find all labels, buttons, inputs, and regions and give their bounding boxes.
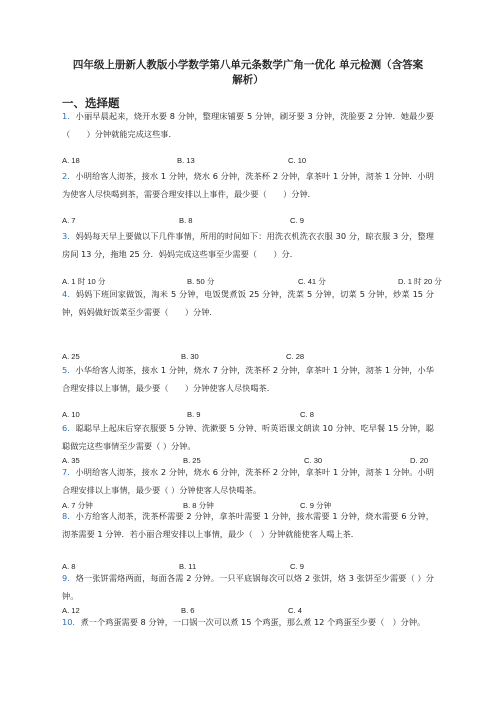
question-text: 小明给客人沏茶，接水 1 分钟，烧水 6 分钟，洗茶杯 2 分钟，拿茶叶 1 分钟，沏茶 1 分钟．小明为使客人尽快喝到茶，需要合理安排以上事件，最少要（ ）分钟． [62,171,434,199]
option-a[interactable]: A. 10 [62,410,80,419]
question-2 [62,168,434,203]
section-heading: 一、选择题 [62,96,120,110]
question-number: 10． [62,617,81,627]
question-8 [62,508,434,543]
question-text: 煮一个鸡蛋需要 8 分钟，一口锅一次可以煮 15 个鸡蛋，那么煮 12 个鸡蛋至少要（ ）分钟。 [80,617,426,627]
option-b[interactable]: B. 11 [179,562,197,571]
option-c[interactable]: C. 9 分钟 [300,501,332,510]
question-9 [62,570,434,605]
question-number: 3． [62,231,76,241]
question-text: 小方给客人沏茶，洗茶杯需要 2 分钟，拿茶叶需要 1 分钟，接水需要 1 分钟，烧水需要 6 分钟，沏茶需要 1 分钟．若小丽合理安排以上事情，最少（ ）分钟就能使客人喝上茶． [62,511,434,539]
question-number: 9． [62,573,76,583]
question-text: 烙一张饼需烙两面，每面各需 2 分钟。一只平底锅每次可以烙 2 张饼，烙 3 张饼至少需要（ ）分钟。 [62,573,434,601]
option-b[interactable]: B. 25 [183,456,201,465]
question-text: 小明给客人沏茶，接水 2 分钟，烧水 6 分钟，洗茶杯 2 分钟，拿茶叶 1 分钟，沏茶 1 分钟。小明合理安排以上事情，最少要（ ）分钟使客人尽快喝茶。 [62,467,434,495]
question-text: 小华给客人沏茶，接水 1 分钟，烧水 7 分钟，洗茶杯 2 分钟，拿茶叶 1 分钟，沏茶 1 分钟，小华合理安排以上事情，最少要（ ）分钟使客人尽快喝茶． [62,365,434,393]
option-a[interactable]: A. 12 [62,606,80,615]
option-a[interactable]: A. 7 [62,216,76,225]
options-1 [62,156,442,168]
question-text: 妈妈每天早上要做以下几件事情，所用的时间如下：用洗衣机洗衣衣服 30 分，晾衣服 3 分，整理房间 13 分，拖地 25 分．妈妈完成这些事至少需要（ ）分． [62,231,434,259]
question-number: 7． [62,467,76,477]
question-number: 4． [62,289,76,299]
option-c[interactable]: C. 4 [288,606,302,615]
option-a[interactable]: A. 35 [62,456,80,465]
option-a[interactable]: A. 7 分钟 [62,501,93,510]
question-5 [62,362,434,397]
question-3 [62,228,434,263]
option-a[interactable]: A. 8 [62,562,76,571]
option-a[interactable]: A. 25 [62,352,80,361]
option-b[interactable]: B. 6 [181,606,195,615]
option-d[interactable]: D. 20 [410,456,429,465]
question-number: 8． [62,511,76,521]
question-1 [62,108,434,143]
option-a[interactable]: A. 18 [62,156,80,165]
option-d[interactable]: D. 1 时 20 分 [398,277,442,286]
question-text: 聪聪早上起床后穿衣服要 5 分钟、洗漱要 5 分钟、听英语课文朗读 10 分钟、吃早餐 15 分钟，聪聪做完这些事情至少需要（ ）分钟。 [62,423,434,451]
option-b[interactable]: B. 50 分 [187,277,215,286]
document-title: 四年级上册新人教版小学数学第八单元条数学广角一优化 单元检测（含答案解析） [72,59,424,86]
option-b[interactable]: B. 8 分钟 [183,501,214,510]
option-b[interactable]: B. 30 [181,352,199,361]
options-2 [62,216,442,228]
option-c[interactable]: C. 9 [290,216,304,225]
question-6 [62,420,434,455]
option-c[interactable]: C. 9 [290,562,304,571]
question-number: 1． [62,111,76,121]
question-number: 2． [62,171,76,181]
option-b[interactable]: B. 8 [179,216,193,225]
question-4 [62,286,434,321]
option-c[interactable]: C. 41 分 [298,277,326,286]
option-a[interactable]: A. 1 时 10 分 [62,277,106,286]
question-number: 6． [62,423,76,433]
option-b[interactable]: B. 9 [187,410,201,419]
question-number: 5． [62,365,76,375]
option-c[interactable]: C. 10 [288,156,307,165]
option-c[interactable]: C. 28 [286,352,305,361]
question-10 [62,614,434,632]
option-b[interactable]: B. 13 [177,156,195,165]
option-c[interactable]: C. 30 [304,456,323,465]
question-text: 小丽早晨起来，烧开水要 8 分钟，整理床铺要 5 分钟，刷牙要 3 分钟，洗脸要 2 分钟．她最少要（ ）分钟就能完成这些事． [62,111,434,139]
question-7 [62,464,434,499]
option-c[interactable]: C. 8 [300,410,314,419]
question-text: 妈妈下班回家做饭，淘米 5 分钟，电饭煲煮饭 25 分钟，洗菜 5 分钟，切菜 5 分钟，炒菜 15 分钟，妈妈做好饭菜至少需要（ ）分钟． [62,289,434,317]
